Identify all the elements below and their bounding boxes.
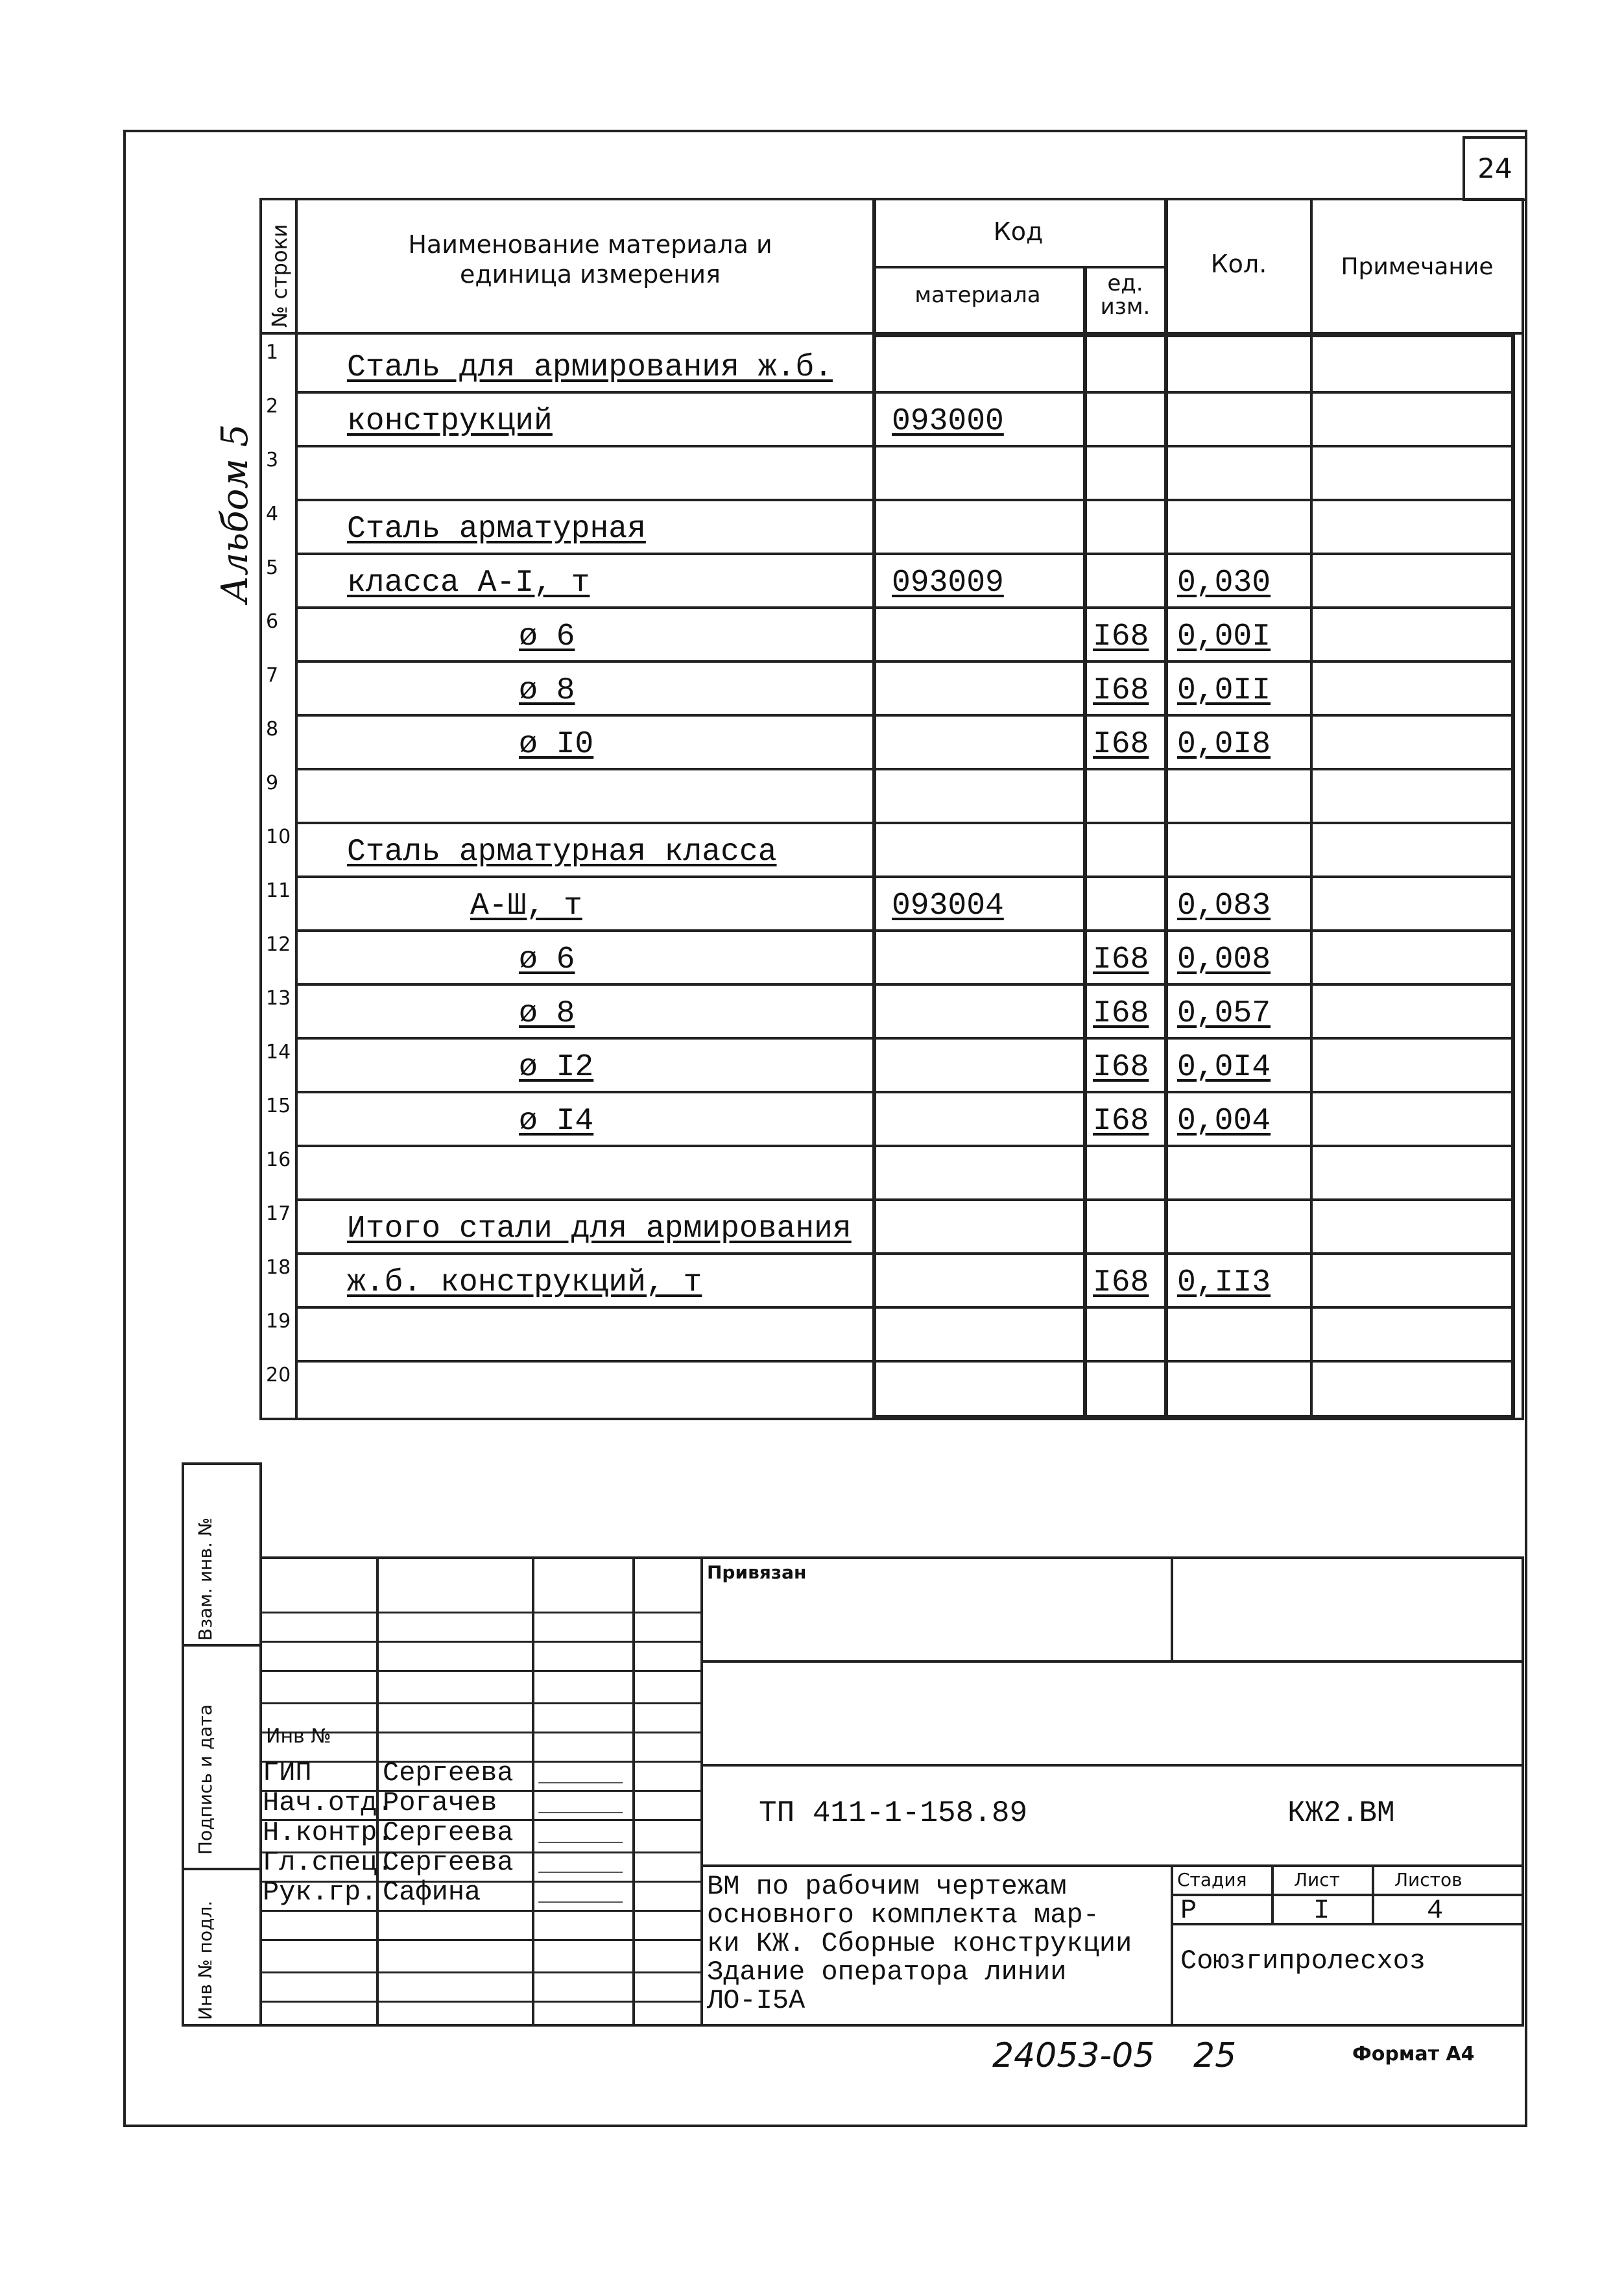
row-name: ø I4 xyxy=(519,1104,594,1139)
row-unit: I68 xyxy=(1093,996,1149,1031)
description-line: ВМ по рабочим чертежам xyxy=(707,1871,1067,1902)
row-qty: 0,0I4 xyxy=(1177,1050,1271,1085)
signature-mark xyxy=(538,1818,629,1843)
header-material: материала xyxy=(914,282,1041,308)
row-unit: I68 xyxy=(1093,673,1149,708)
row-number: 10 xyxy=(266,826,291,848)
row-name: ø 8 xyxy=(519,673,575,708)
row-unit: I68 xyxy=(1093,1050,1149,1085)
row-number: 15 xyxy=(266,1095,291,1117)
footer-number: 24053-05 xyxy=(992,2036,1155,2075)
row-unit: I68 xyxy=(1093,942,1149,977)
album-label: Альбом 5 xyxy=(214,423,256,603)
row-qty: 0,II3 xyxy=(1177,1265,1271,1300)
description-line: ки КЖ. Сборные конструкции xyxy=(707,1928,1132,1959)
stage-label: Стадия xyxy=(1177,1869,1247,1890)
row-code: 093004 xyxy=(892,888,1004,923)
row-qty: 0,030 xyxy=(1177,566,1271,601)
signature-mark xyxy=(538,1759,629,1783)
row-unit: I68 xyxy=(1093,727,1149,762)
approval-name: Сергеева xyxy=(383,1847,514,1878)
row-qty: 0,0I8 xyxy=(1177,727,1271,762)
row-number: 6 xyxy=(266,610,279,633)
row-name: Сталь для армирования ж.б. xyxy=(347,350,833,385)
row-code: 093009 xyxy=(892,566,1004,601)
row-number: 14 xyxy=(266,1041,291,1064)
header-note: Примечание xyxy=(1341,254,1494,280)
approval-role: Н.контр. xyxy=(263,1817,394,1848)
row-name: ø I2 xyxy=(519,1050,594,1085)
approval-name: Сергеева xyxy=(383,1817,514,1848)
row-qty: 0,0II xyxy=(1177,673,1271,708)
doc-code: ТП 411-1-158.89 xyxy=(759,1796,1028,1830)
row-name: ø 6 xyxy=(519,619,575,654)
row-number: 3 xyxy=(266,449,279,471)
row-unit: I68 xyxy=(1093,1104,1149,1139)
row-name: ø 8 xyxy=(519,996,575,1031)
side-label-podpis: Подпись и дата xyxy=(195,1704,216,1855)
side-label-vzam: Взам. инв. № xyxy=(195,1517,216,1641)
row-qty: 0,083 xyxy=(1177,888,1271,923)
sheet-label: Лист xyxy=(1294,1869,1340,1890)
row-name: Сталь арматурная класса xyxy=(347,835,777,870)
row-name: ø I0 xyxy=(519,727,594,762)
approval-role: Нач.отд. xyxy=(263,1787,394,1818)
header-row-no: № строки xyxy=(267,224,292,327)
signature-mark xyxy=(538,1848,629,1873)
header-code: Код xyxy=(993,217,1044,246)
row-number: 1 xyxy=(266,341,279,364)
row-unit: I68 xyxy=(1093,619,1149,654)
inv-no-label: Инв № xyxy=(266,1725,331,1748)
signature-mark xyxy=(538,1789,629,1813)
row-number: 9 xyxy=(266,772,279,794)
row-number: 5 xyxy=(266,556,279,579)
row-name: класса А-I, т xyxy=(347,566,590,601)
privyazan-label: Привязан xyxy=(707,1562,807,1583)
header-qty: Кол. xyxy=(1210,250,1267,278)
row-unit: I68 xyxy=(1093,1265,1149,1300)
approval-name: Сергеева xyxy=(383,1757,514,1789)
row-number: 18 xyxy=(266,1256,291,1279)
row-number: 20 xyxy=(266,1364,291,1387)
row-number: 12 xyxy=(266,933,291,956)
footer-copy: 25 xyxy=(1193,2036,1237,2075)
row-name: ж.б. конструкций, т xyxy=(347,1265,702,1300)
row-number: 7 xyxy=(266,664,279,687)
signature-mark xyxy=(538,1878,629,1903)
approval-role: Гл.спец. xyxy=(263,1847,394,1878)
row-qty: 0,00I xyxy=(1177,619,1271,654)
row-number: 19 xyxy=(266,1310,291,1333)
doc-mark: КЖ2.ВМ xyxy=(1287,1796,1395,1830)
description-line: ЛО-I5А xyxy=(707,1985,806,2016)
header-name: Наименование материала и единица измерения xyxy=(408,230,772,289)
row-name: конструкций xyxy=(347,404,553,439)
side-label-inv-podl: Инв № подл. xyxy=(195,1900,216,2020)
sheet-value: I xyxy=(1313,1895,1330,1926)
row-code: 093000 xyxy=(892,404,1004,439)
row-number: 16 xyxy=(266,1149,291,1171)
approval-role: Рук.гр. xyxy=(263,1877,377,1908)
row-qty: 0,008 xyxy=(1177,942,1271,977)
row-number: 11 xyxy=(266,879,291,902)
format-label: Формат А4 xyxy=(1352,2043,1475,2066)
approval-name: Сафина xyxy=(383,1877,481,1908)
org-name: Союзгипролесхоз xyxy=(1180,1946,1426,1977)
description-line: Здание оператора линии xyxy=(707,1957,1067,1988)
approval-role: ГИП xyxy=(263,1757,312,1789)
row-number: 17 xyxy=(266,1202,291,1225)
row-number: 2 xyxy=(266,395,279,418)
sheets-value: 4 xyxy=(1427,1895,1444,1926)
stage-value: Р xyxy=(1180,1895,1197,1926)
row-number: 8 xyxy=(266,718,279,741)
row-name: Итого стали для армирования xyxy=(347,1211,852,1246)
row-name: А-Ш, т xyxy=(470,888,582,923)
row-name: ø 6 xyxy=(519,942,575,977)
row-number: 4 xyxy=(266,503,279,525)
row-name: Сталь арматурная xyxy=(347,512,646,547)
header-unit: ед. изм. xyxy=(1100,270,1151,320)
page-number: 24 xyxy=(1477,152,1512,184)
row-qty: 0,057 xyxy=(1177,996,1271,1031)
description-line: основного комплекта мар- xyxy=(707,1899,1099,1931)
side-strip xyxy=(182,1462,262,2027)
row-qty: 0,004 xyxy=(1177,1104,1271,1139)
row-number: 13 xyxy=(266,987,291,1010)
sheets-label: Листов xyxy=(1394,1869,1463,1890)
approval-name: Рогачев xyxy=(383,1787,497,1818)
